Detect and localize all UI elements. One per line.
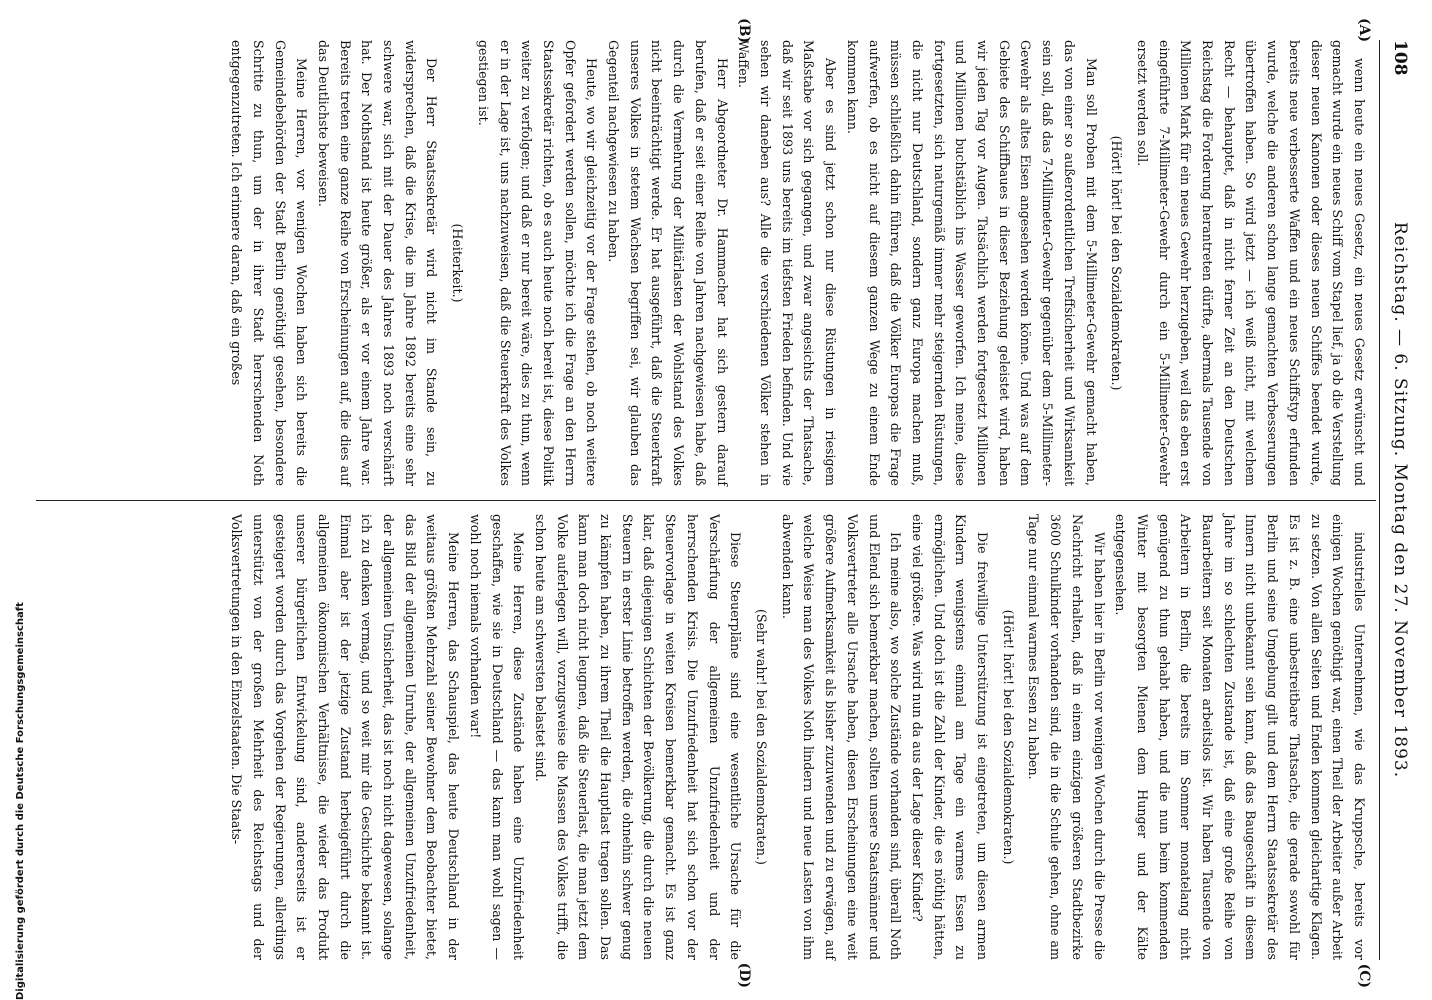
page-number: 108 (1390, 40, 1410, 76)
paragraph: Man soll Proben mit dem 5-Millimeter-Gewehr gemacht haben, das von einer so außerordentlichen Treffsicherheit und Wirksamkeit sein soll, daß das 7-Millimeter-Gewehr gegenüber dem 5-Millimeter-Gewehr als altes Eisen angesehen werden könne. Und was auf dem Gebiete des Schiffbaues in dieser Beziehung geleistet wird, haben wir jeden Tag vor Augen. Tatsächlich werden fortgesetzt Millionen und Millionen buchstäblich ins Wasser geworfen. Ich meine, diese fortgesetzten, sich naturgemäß immer mehr steigernden Rüstungen, die nicht nur Deutschland, sondern ganz Europa machen muß, müssen schließlich dahin führen, daß die Völker Europas die Frage aufwerfen, ob es nicht auf diesem ganzen Wege zu einem Ende kommen kann. (844, 40, 1099, 486)
paragraph: Aber es sind jetzt schon nur diese Rüstungen in riesigem Maßstabe vor sich gegangen, und zwar angesichts der Thatsache, daß wir seit 1893 uns bereits im tiefsten Frieden befinden. Und wie sehen wir daneben aus? Alle die verschiedenen Völker stehen in Waffen. (736, 40, 839, 486)
paragraph: Diese Steuerpläne sind eine wesentliche Ursache für die Verschärfung der allgemeinen Unzufriedenheit und der herrschenden Krisis. Die Unzufriedenheit hat sich schon vor der Steuervorlage in weiten Kreisen bemerkbar gemacht. Es ist ganz klar, daß diejenigen Schichten der Bevölkerung, die durch die neuen Steuern in erster Linie betroffen werden, die ohnehin schwer genug zu kämpfen haben, zu ihrem Theil die Hauptlast tragen sollen. Das kann man doch nicht leugnen, daß die Steuerlast, die man jetzt dem Volke auferlegen will, vorzugsweise die Massen des Volkes trifft, die schon heute am schwersten belastet sind. (532, 514, 744, 960)
interjection: (Sehr wahr! bei den Sozialdemokraten.) (754, 609, 770, 865)
interjection: (Heiterkeit.) (450, 223, 466, 303)
paragraph: Die freiwillige Unterstützung ist eingetreten, um diesen armen Kindern wenigstens einmal am Tage ein warmes Essen zu ermöglichen. Und doch ist die Zahl der Kinder, die es nöthig hätten, eine viel größere. Was wird nun da aus der Lage dieser Kinder? (909, 514, 991, 960)
paragraph: wenn heute ein neues Gesetz, ein neues Gesetz erwünscht und gemacht wurde ein neues Schiff vom Stapel lief, ja ob die Verstellung dieser neuen Kanonen oder dieses neuen Schiffes beendet wurde, bereits neue verbesserte Waffen und ein neues Schiffstyp erfunden wurde, welche die anderen schon lange gemachten Verbesserungen übertroffen haben. So wird jetzt — ich weiß nicht, mit welchem Recht — behauptet, daß in nicht ferner Zeit an den Deutschen Reichstag die Forderung herantreten dürfte, abermals Tausende von Millionen Mark für ein neues Gewehr herzugeben, weil das eben erst eingeführte 7-Millimeter-Gewehr durch ein 5-Millimeter-Gewehr ersetzt werden soll. (1134, 40, 1367, 486)
header-rule (1379, 40, 1380, 960)
credit-text: Digitalisierung gefördert durch die Deutsche Forschungsgemeinschaft (15, 602, 26, 1000)
right-text-column (36, 514, 1370, 960)
margin-mark-b: (B) (736, 18, 752, 44)
interjection: (Hört! hört! bei den Sozialdemokraten.) (1000, 609, 1016, 865)
paragraph: Herr Abgeordneter Dr. Hammacher hat sich gestern darauf berufen, daß er seit einer Reihe von Jahren nachgewiesen habe, daß durch die Vermehrung der Militärlasten der Wohlstand des Volkes nicht beeinträchtigt werde. Er hat ausgeführt, daß die Steuerkraft unseres Volkes in stetem Wachsen begriffen sei, wir glauben das Gegenteil nachgewiesen zu haben. (606, 40, 730, 486)
margin-mark-c: (C) (1356, 963, 1372, 988)
header-title: Reichstag. — 6. Sitzung. Montag den 27. November 1893. (1390, 221, 1410, 779)
column-divider (36, 500, 1376, 501)
paragraph: Heute, wo wir gleichzeitig vor der Frage stehen, ob noch weitere Opfer gefordert werden sollen, möchte ich die Frage an den Herrn Staatssekretär richten, ob es auch heute noch bereit ist, diese Politik weiter zu verfolgen; und daß er nur bereit wäre, dies zu thun, wenn er in der Lage ist, uns nachzuweisen, daß die Steuerkraft des Volkes gestiegen ist. (475, 40, 600, 486)
page-header (1386, 40, 1410, 960)
paragraph: Meine Herren, vor wenigen Wochen haben sich bereits die Gemeindebehörden der Stadt Berlin genöthigt gesehen, besondere Schritte zu thun, um der in ihrer Stadt herrschenden Noth entgegenzutreten. Ich erinnere daran, daß ein großes (229, 40, 310, 486)
digitization-credit (0, 0, 26, 1000)
margin-mark-d: (D) (736, 962, 752, 988)
paragraph: Wir haben hier in Berlin vor wenigen Wochen durch die Presse die Nachricht erhalten, daß in einem einzigen größeren Stadtbezirke 3600 Schulkinder vorhanden sind, die in die Schule gehen, ohne am Tage nur einmal warmes Essen zu haben. (1026, 514, 1107, 960)
left-text-column (36, 40, 1370, 486)
interjection: (Hört! hört! bei den Sozialdemokraten.) (1109, 135, 1125, 391)
margin-mark-a: (A) (1356, 18, 1372, 43)
paragraph: Ich meine also, wo solche Zustände vorhanden sind, überall Noth und Elend sich bemerkbar machen, sollten unsere Staatsmänner und Volksvertreter alle Ursache haben, diesen Erscheinungen eine weit größere Aufmerksamkeit als bisher zuzuwenden und zu erwägen, auf welche Weise man des Volkes Noth lindern und neue Lasten von ihm abwenden kann. (779, 514, 904, 960)
paragraph: industrielles Unternehmen, wie das Kruppsche, bereits vor einigen Wochen genöthigt war, einen Theil der Arbeiter außer Arbeit zu setzen. Von allen Seiten und Enden kommen gleichartige Klagen. Es ist z. B. eine unbestreitbare Thatsache, die gerade sowohl für Berlin und seine Umgebung gilt und dem Herrn Staatssekretär des Innern nicht unbekannt sein kann, daß das Baugeschäft in diesem Jahre im so schlechten Zustande ist, daß eine große Reihe von Bauarbeitern seit Monaten arbeitslos ist. Wir haben Tausende von Arbeitern in Berlin, die bereits im Sommer monatelang nicht genügend zu thun gehabt haben, und die nun beim kommenden Winter mit besorgten Mienen dem Hunger und der Kälte entgegensehen. (1113, 514, 1367, 960)
paragraph: Meine Herren, das Schauspiel, das heute Deutschland in der weitaus größten Mehrzahl seiner Bewohner dem Beobachter bietet, das Bild der allgemeinen Unruhe, der allgemeinen Unzufriedenheit, der allgemeinen Unsicherheit, das ist noch nicht dagewesen, solange ich zu denken vermag, und so weit mir die Geschichte bekannt ist. Einmal aber ist der jetzige Zustand herbeigeführt durch die allgemeinen ökonomischen Verhältnisse, die wieder das Produkt unserer bürgerlichen Entwickelung sind, andererseits ist er gesteigert worden durch das Vorgehen der Regierungen, allerdings unterstützt von der großen Mehrheit des Reichstags und der Volksvertretungen in den Einzelstaaten. Die Staats- (229, 514, 462, 960)
paragraph: Meine Herren, diese Zustände haben eine Unzufriedenheit geschaffen, wie sie in Deutschland — das kann man wohl sagen — wohl noch niemals vorhanden war! (467, 514, 527, 960)
paragraph: Der Herr Staatssekretär wird nicht im Stande sein, zu widersprechen, daß die Krise, die im Jahre 1892 bereits eine sehr schwere war, sich mit der Dauer des Jahres 1893 noch verschärft hat. Der Nothstand ist heute größer, als er vor einem Jahre war. Bereits treten eine ganze Reihe von Erscheinungen auf, die dies auf das Deutlichste beweisen. (315, 40, 440, 486)
